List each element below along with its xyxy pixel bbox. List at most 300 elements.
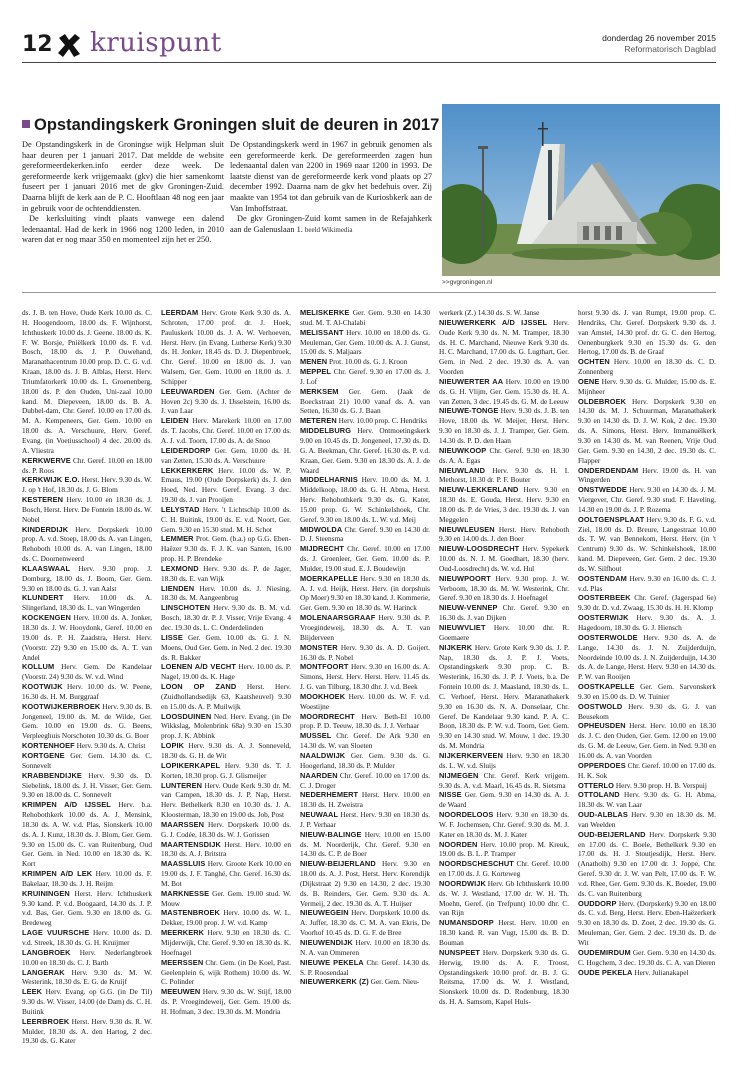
place-name: LEEUWARDEN (161, 386, 215, 396)
listing-entry (161, 761, 291, 781)
listing-column-4 (439, 308, 569, 1007)
service-details: Herst. Herv. 9.30 ds. R. W. Mulder, 18.30 ds. A. den Hartog, 2 dec. 19.30 ds. G. Kater (22, 1016, 153, 1046)
place-name: LEMMER (161, 534, 194, 544)
service-details: Chr. Geref. 10.00 en 17.00 ds. C. J. Droger (300, 770, 430, 790)
place-name: MARKNESSE (161, 888, 210, 898)
place-name: NIEUWENDIJK (300, 938, 353, 947)
place-name: KORTENHOEF (22, 741, 75, 751)
place-name: OENE (578, 376, 600, 386)
issue-date: donderdag 26 november 2015 (602, 33, 716, 43)
place-name: LANGERAK (22, 967, 65, 977)
service-details: Herv. 10.00 en 18.30 ds. C. D. Zonnenberg (578, 357, 716, 377)
place-name: MOOKHOEK (300, 691, 346, 701)
listing-entry (300, 692, 430, 712)
church-photo (442, 104, 720, 276)
place-name: OUD-BEIJERLAND (578, 829, 646, 839)
place-name: LAGE VUURSCHE (22, 928, 90, 938)
photo-source: beeld Wikimedia (304, 225, 353, 234)
service-details: Herv. 9.30 ds. F. G. v.d. Ziel, 18.00 ds. D. Breure, Langestraat 10.00 ds. T. W. van Bennekom, Herst. Herv. (in 't Centrum) 9.30 ds. W. Schinkelshoek, 18.00 kand. M. Diepeveen, Ger. Gem. 2 dec. 19.30 ds. W. Silfhout (578, 514, 716, 573)
place-name: LOPIK (161, 741, 185, 751)
listing-entry (161, 584, 291, 604)
place-name: MELISSANT (300, 327, 344, 337)
listing-entry (578, 308, 716, 357)
place-name: NOORDELOOS (439, 810, 494, 820)
cross-icon (56, 32, 82, 58)
listing-entry (22, 682, 152, 702)
place-name: METEREN (300, 416, 337, 426)
service-details: Herv. 10.00 ds. W. F. v.d. Woestijne (300, 691, 431, 711)
place-name: LOPIKERKAPEL (161, 760, 221, 770)
section-divider (22, 292, 716, 293)
place-name: OCHTEN (578, 357, 610, 367)
place-name: KOOTWIJK (22, 682, 63, 692)
place-name: LINSCHOTEN (161, 603, 211, 613)
listing-entry (22, 613, 152, 662)
listing-entry (161, 662, 291, 682)
place-name: KOCKENGEN (22, 613, 71, 623)
service-details: werkerk (Z.) 14.30 ds. S. W. Janse (439, 308, 540, 317)
service-details: Chr. Geref. 10.00 en 17.00 ds. J. Groenleer, Ger. Gem. 10.00 ds. P. Mulder, 19.00 stud. E. J. Boudewijn (300, 544, 430, 573)
service-details: Herst. Herv. 9.30 ds. W. J. op 't Hof, 18.30 ds. J. G. Blom (22, 475, 152, 495)
service-details: Herst. Herv. 10.00 en 18.30 ds. A. J. Britstra (161, 839, 291, 859)
place-name: OTTERLO (578, 780, 615, 790)
service-details: Ger. Gem. 14.30 ds. C. Sonnevelt (22, 750, 153, 770)
article-column-1 (22, 140, 224, 246)
service-details: Herv. Gb Ichthuskerk 10.00 ds. W. J. Westland, 17.00 dr. W. H. Th. Moehn, Geref. (in Trefpunt) 10.00 dhr. C. van Rijn (439, 878, 569, 918)
listing-entry (439, 466, 569, 486)
listing-entry (22, 751, 152, 771)
service-details: Ger. Gem. 10.00 ds. G. J. N. Moens, Oud Ger. Gem. in Ned. 2 dec. 19.30 ds. R. Bakker (161, 632, 291, 662)
place-name: MIDDELHARNIS (300, 475, 358, 485)
place-name: NIEUWERKERK (Z) (300, 977, 369, 987)
listing-entry (300, 830, 430, 860)
service-details: Herv. 9.30 prop. J. Domburg, 18.00 ds. J. Boom, Ger. Gem. 9.30 en 18.00 ds. G. J. van Aalst (22, 563, 152, 593)
listing-entry (300, 731, 430, 751)
service-details: Herv. 10.00 dhr. R. Goemaere (439, 623, 569, 642)
service-details: Ger. Gem. Nieu- (370, 977, 420, 987)
service-details: Chr. Geref. 9.30 en 18.30 ds. A. A. Egas (439, 445, 570, 465)
service-details: Herv. 10.00 en 18.30 ds. J. Bosch, Herst. Herv. De Fontein 18.00 ds. W. Nobel (22, 495, 152, 524)
service-details: Herv. 9.30 ds. A. Christ (76, 741, 146, 751)
listing-entry (300, 810, 430, 830)
service-details: Herv. Ontmoetingskerk 9.00 en 10.45 ds. D. Jongeneel, 17.30 ds. D. G. A. Beekman, Chr. Geref. 16.30 ds. P. v.d. Kraan, Ger. Gem. 9.30 en 18.30 ds. A. J. de Waard (300, 426, 430, 475)
service-details: Ger. Gem. (Jaak de Boeckstraat 21) 10.00 vanaf ds. A. van Setten, 16.30 ds. G. J. Baan (300, 386, 430, 416)
service-details: Herv. 10.00 ds. F. Bakelaar, 18.30 ds. J. H. Reijm (22, 869, 152, 888)
place-name: KOOTWIJKERBROEK (22, 701, 101, 711)
service-details: Chr. Geref. 9.30 en 16.30 ds. J. van Dijken (439, 603, 569, 623)
headline-text: Opstandingskerk Groningen sluit de deuren in 2017 (34, 116, 440, 134)
place-name: OOSTERBEEK (578, 593, 631, 603)
service-details: Herv. 10.00 en 18.30 ds. N. A. van Ommeren (300, 938, 430, 957)
place-name: MEERSSEN (161, 957, 204, 967)
listing-entry (300, 977, 430, 987)
listing-entry (439, 948, 569, 1007)
service-details: Herv. 9.30 en 18.30 ds. L. W. v.d. Sluijs (439, 750, 570, 770)
place-name: MOLENAARSGRAAF (300, 613, 376, 623)
service-details: Herv. 10.00 en 15.00 ds. M. Noorderijk, Chr. Geref. 9.30 en 14.30 ds. C. P. de Boer (300, 829, 430, 859)
service-details: Prot. Gem. (b.a.) op G.G. Eben-Haëzer 9.30 ds. F. J. K. van Santen, 16.00 prop. H. P. Brendeke (161, 534, 292, 564)
listing-entry (22, 593, 152, 613)
service-details: Herv. 10.00 ds. W. L. Dekker, 19.00 prop. J. W. v.d. Kamp (161, 908, 292, 928)
listing-entry (439, 879, 569, 918)
listing-entry (439, 318, 569, 377)
article-paragraph: De Opstandingskerk in de Groningse wijk Helpman sluit haar deuren per 1 januari 2017. Dat meldde de website gereformeerdekerken.info eerder deze week. De gereformeerde kerk vrijgemaakt (gkv) die hier samenkomt fuseert per 1 januari 2016 met de gkv Groningen-Zuid. Daarna blijft de kerk aan de P. C. Hooftlaan 48 nog een jaar in gebruik voor de ochtenddiensten. (22, 140, 224, 213)
service-details: Ger. Gem. 10.00 ds. H. van Zetten, 15.30 ds. A. Verschuure (161, 445, 291, 465)
place-name: NIEUW-BEIJERLAND (300, 859, 376, 869)
listing-entry (22, 495, 152, 525)
service-details: Ned. Herv. Evang. (in De Wikkslag, Molenbrink 68a) 9.30 en 15.30 prop. J. K. Abbink (161, 711, 291, 741)
place-name: MAARTENSDIJK (161, 839, 221, 849)
service-details: Herv. Dorpskerk 9.30 en 17.00 ds. C. Boele, Bethelkerk 9.30 en 17.00 ds. H. J. Stoutjesdijk, Herst. Herv. (Anatholh) 9.30 en 17.00 dr. J. Joppe, Chr. Geref. 9.30 dr. J. W. van Pelt, 17.00 ds. F. W. v.d. Rhee, Ger. Gem. 9.30 ds. K. Boeder, 19.00 ds. C. van Ruitenburg (578, 829, 716, 898)
service-details: Herv. 9.30 en 16.00 ds. C. J. v.d. Plas (578, 573, 716, 593)
service-details: Herv. 9.30 en 18.30 ds. W. F. Jochemsen, Chr. Geref. 9.30 ds. M. J. Kater en 18.30 ds. M. J. Kater (439, 810, 569, 839)
place-name: NUMANSDORP (439, 918, 494, 928)
listing-entry (161, 534, 291, 564)
place-name: MOORDRECHT (300, 711, 355, 721)
service-details: Herv. 9.30 ds. P. de Jager, 18.30 ds. E. van Wijk (161, 563, 291, 583)
service-details: Ger. Gem. 9.30 en 14.30 ds. A. J. de Waard (439, 790, 569, 810)
place-name: OOSTERWIJK (578, 613, 629, 623)
page-number: 12 (22, 32, 53, 57)
service-details: Herv. 9.30 ds. W. Stijf, 18.00 ds. P. Vroegindeweij, Ger. Gem. 19.00 ds. H. Hofman, 3 dec. 19.30 ds. M. Mondria (161, 987, 291, 1016)
service-details: Herv. Gem. De Kandelaar (Voorstr. 24) 9.30 ds. W. v.d. Wind (22, 662, 153, 682)
service-details: ds. J. B. ten Hove, Oude Kerk 10.00 ds. C. H. Hoogendoorn, 18.00 ds. F. Wijnhorst, Ichthuskerk 10.00 ds. J. Geene. 18.00 ds. K. F. W. Borsje, Pniëlkerk 10.00 ds. F. v.d. Bosch, 18.00 ds. J. P. Ouwehand, Maranathacentrum 10.00 prop. D. C. G. v.d. Kraan, 18.00 ds. J. B. Alblas, Herst. Herv. Triumfatorkerk 10.00 ds. L. Groenenberg, 18.00 ds. P. den Ouden, Uni-zaal 10.00 kand. M. Diepeveen, 18.00 ds. B. A. Dubbel-dam, Chr. Geref. 10.00 en 17.00 ds. M. A. Kempeneers, Ger. Gem. 10.00 en 18.00 ds. A. Verschuure, Herv. Geref. Evang. (in Voetiusschool) 4 dec. 20.00 ds. A. Vliestra (22, 308, 152, 455)
place-name: NIEUW-LEKKERLAND (439, 485, 519, 495)
listing-entry (578, 702, 716, 722)
service-details: Herv. 10.00 ds. A. Slingerland, 18.30 ds. L. van Wingerden (22, 593, 152, 613)
listing-entry (578, 466, 716, 486)
place-name: NEUWAAL (300, 810, 339, 820)
service-details: Herv. Dorpskerk 10.00 ds. A. Juffer, 18.30 ds. C. M. A. van Ekris, De Voorhof 10.45 ds. D. G. F. de Bree (300, 908, 430, 938)
place-name: ONDERDENDAM (578, 465, 639, 475)
listing-entry (578, 574, 716, 594)
place-name: LELYSTAD (161, 504, 200, 514)
listing-entry (439, 525, 569, 545)
listing-entry (300, 790, 430, 810)
service-details: Herst. Herv. Ichthuskerk 9.30 kand. P. v.d. Boogaard, 14.30 ds. J. P. v.d. Bas, Ger. Gem. 9.30 en 18.00 ds. G. Bredeweg (22, 888, 152, 928)
listing-entry (161, 466, 291, 505)
service-details: Herv. 9.30 en 18.30 ds. A. J. v.d. Heijk, Herst. Herv. (in dorpshuis Op Moer) 9.30 en 18.30 kand. J. Kommerie, Ger. Gem. 9.30 en 18.30 ds. W. Harinck (300, 573, 431, 613)
listing-entry (22, 928, 152, 948)
listing-entry (439, 859, 569, 879)
place-name: NIJMEGEN (439, 770, 479, 780)
service-details: Ger. Gem. 19.00 stud. W. Mouw (161, 888, 292, 908)
listing-entry (161, 840, 291, 860)
listing-entry (300, 751, 430, 771)
listing-entry (300, 712, 430, 732)
listing-entry (22, 889, 152, 928)
place-name: LEXMOND (161, 563, 199, 573)
listing-entry (161, 387, 291, 417)
place-name: NIEUWLEUSEN (439, 524, 495, 534)
place-name: MAASSLUIS (161, 859, 206, 869)
listing-entry (300, 426, 430, 475)
listing-entry (22, 1017, 152, 1047)
listing-entry (578, 613, 716, 633)
listing-entry (161, 633, 291, 663)
listing-entry (300, 387, 430, 417)
listing-entry (578, 810, 716, 830)
listing-entry (300, 958, 430, 978)
service-details: Ger. Gem. 9.30 ds. G. Hoogerland, 18.30 ds. P. Mulder (300, 750, 430, 770)
listing-entry (300, 643, 430, 663)
place-name: NIJKERKERVEEN (439, 750, 504, 760)
place-name: LEIDERDORP (161, 445, 211, 455)
listing-entry (22, 948, 152, 968)
place-name: MONTFOORT (300, 662, 349, 672)
place-name: MASTENBROEK (161, 908, 220, 918)
article-column-2 (230, 140, 432, 235)
service-details: Herv. 9.30 ds. M. W. Westerink, 18.30 ds. E. G. de Kruijf (22, 967, 152, 987)
place-name: MIJDRECHT (300, 544, 345, 554)
service-details: Herv. Sypekerk 10.00 ds. N. J. M. Goedhart, 18.30 (herv. Oud-Loosdrecht) ds. W. v.d. Hul (439, 544, 569, 573)
masthead-rule (22, 62, 716, 63)
place-name: MOERKAPELLE (300, 573, 358, 583)
place-name: KESTEREN (22, 495, 64, 505)
listing-entry (439, 446, 569, 466)
listing-entry (578, 790, 716, 810)
place-name: MEERKERK (161, 928, 205, 938)
place-name: LUNTEREN (161, 780, 203, 790)
listing-entry (578, 515, 716, 574)
service-details: Herv. Grote Kerk 9.30 ds. J. P. Nap, 18.30 ds. J. P. J. Voets, Opstandingskerk 9.30 prop. C. B. Westerink, 16.30 ds. J. P. J. Voets, b.a. De Fontein 10.00 ds. J. Maasland, 18.30 ds. L. C. Verhoef, Herst. Herv. Maranathakerk 9.30 en 16.30 ds. N. A. Donselaar, Chr. Geref. De Kandelaar 9.30 kand. P. A. C. Boon, 18.30 ds. P. W. v.d. Toorn, Ger. Gem. 9.30 en 14.30 stud. W. Mouw, 1 dec. 19.30 ds. M. Mondria (439, 642, 569, 751)
place-name: KRIMPEN A/D LEK (22, 869, 93, 879)
place-name: KERKWIJK E.O. (22, 475, 80, 485)
place-name: MONSTER (300, 642, 338, 652)
paper-name: Reformatorisch Dagblad (624, 44, 716, 54)
place-name: LISSE (161, 632, 183, 642)
place-name: NIEUWKOOP (439, 445, 487, 455)
listing-entry (439, 790, 569, 810)
listing-entry (161, 505, 291, 535)
service-details: Herv. 10.00 ds. D. v.d. Streek, 18.30 ds. G. H. Kruijmer (22, 928, 153, 947)
listing-entry (300, 938, 430, 958)
service-details: Herv. 9.30 en 18.30 ds. M. van Weelden (578, 810, 716, 829)
place-name: OOSTKAPELLE (578, 682, 635, 692)
service-details: Herv. 10.00 ds. M. J. Middelkoop, 18.00 ds. G. H. Abma, Herst. Herv. Rehobothkerk 9.30 ds. G. Kater, 15.00 prop. G. W. Schinkelshoek, Chr. Geref. 9.30 en 18.00 ds. L. W. v.d. Meij (300, 475, 430, 524)
place-name: NUNSPEET (439, 947, 481, 957)
listing-column-2 (161, 308, 291, 1017)
service-details: Herst. Herv. 10.00 en 18.30 kand. R. van Vugt, 15.00 ds. B. D. Bouman (439, 918, 569, 947)
listing-entry (300, 574, 430, 613)
article-paragraph: De gkv Groningen-Zuid komt samen in de Refajahkerk aan de Galenuslaan 1. beeld Wikimedia (230, 214, 432, 234)
listing-column-3 (300, 308, 430, 987)
listing-entry (578, 830, 716, 899)
service-details: Herv. Dorpskerk 9.30 en 14.30 ds. M. J. Schuurman, Maranathakerk 9.30 en 14.30 ds. D. J. W. Kok, 2 dec. 19.30 ds. A. Simons, Herst. Herv. Immanuëlkerk 9.30 en 14.30 ds. M. van Reenen, Vrije Oud Ger. Gem. 9.30 en 14.30, 2 dec. 19.30 ds. C. Flapper (578, 396, 716, 465)
listing-entry (578, 485, 716, 515)
listing-entry (161, 958, 291, 988)
listing-entry (161, 741, 291, 761)
listing-entry (161, 308, 291, 387)
place-name: NAALDWIJK (300, 750, 346, 760)
listing-entry (439, 918, 569, 948)
service-details: Herv. Dorpskerk 10.00 prop. A. v.d. Stoep, 18.00 ds. A. van Lingen, Rehoboth 10.00 ds. A. van Lingen, 18.00 ds. C. Doornenweerd (22, 524, 152, 564)
place-name: MUSSEL (300, 731, 332, 741)
place-name: OPPERDOES (578, 760, 626, 770)
listing-entry (578, 761, 716, 781)
listing-entry (300, 859, 430, 908)
place-name: LOENEN A/D VECHT (161, 662, 236, 672)
place-name: OTTOLAND (578, 790, 620, 800)
article-paragraph: De Opstandingskerk werd in 1967 in gebruik genomen als een gereformeerde kerk. De gereformeerden zagen hun ledenaantal dalen van 2200 in 1969 naar 1200 in 1993. De laatste dienst van de gereformeerde kerk vond plaats op 27 december 1992. Daarna nam de gkv het bedehuis over. Zij maakte van 1954 tot dan gebruik van de Kuriosbkerk aan de Van Imhoffstraat. (230, 140, 432, 213)
place-name: MEEUWEN (161, 987, 201, 997)
service-details: Ger. Gem. (Achter de Hoven 2c) 9.30 ds. J. IJsselstein, 16.00 ds. J. van Laar (161, 386, 292, 416)
listing-entry (300, 908, 430, 938)
place-name: LEIDEN (161, 416, 189, 426)
listing-entry (300, 662, 430, 692)
listing-entry (161, 908, 291, 928)
service-details: Herv. 9.30 ds. J. B. ten Hove, 18.00 ds. W. Meijer, Herst. Herv. 9.30 en 18.30 ds. J. J. Tramper, Ger. Gem. 14.30 ds. P. D. den Haan (439, 406, 569, 445)
place-name: OOSTENDAM (578, 573, 627, 583)
place-name: LEEK (22, 987, 43, 997)
place-name: KINDERDIJK (22, 524, 69, 534)
place-name: NIEUWE PEKELA (300, 957, 364, 967)
listing-entry (161, 781, 291, 820)
service-details: Herst. Herv. Rehoboth 9.30 en 14.00 ds. J. den Boer (439, 524, 570, 544)
service-details: Herv. Dorpskerk 10.00 ds. G. J. Codée, 18.30 ds. W. J. Gorissen (161, 819, 291, 839)
service-details: Ger. Gem. Sarvonskerk 9.30 en 15.00 ds. D. W. Tuinier (578, 682, 717, 701)
service-details: Herv. 9.30 ds. A. D. Goijert. 16.30 ds. P. Nobel (300, 642, 431, 662)
listing-entry (161, 446, 291, 466)
service-details: Herv. 19.00 ds. H. van Wingerden (578, 465, 717, 485)
place-name: NIEUWPOORT (439, 573, 491, 583)
service-details: Herst. Herv. (Zuidhollandsedijk 63, Kaatsheuvel) 9.30 en 15.00 ds. A. P. Muilwijk (161, 682, 291, 711)
place-name: MEPPEL (300, 367, 331, 377)
service-details: Herst. Herv. 9.30 en 18.30 ds. J. P. Verhaar (300, 810, 431, 829)
service-details: Chr. Geref. Kerk vrijgem. 9.30 ds. A. v.d. Maarl, 16.45 ds. R. Sietsma (439, 770, 569, 790)
listing-entry (161, 859, 291, 889)
listing-entry (161, 987, 291, 1017)
masthead (22, 30, 716, 62)
listing-entry (439, 377, 569, 407)
service-details: Herv. 9.30 prop. H. B. Verspuij (615, 780, 707, 790)
place-name: KRABBENDIJKE (22, 770, 82, 780)
service-details: Herv. Julianakapel (634, 967, 689, 977)
place-name: NIEUW-LOOSDRECHT (439, 544, 520, 554)
place-name: OUD-ALBLAS (578, 810, 628, 820)
place-name: MIDWOLDA (300, 524, 343, 534)
service-details: Herv. Grote Kerk 9.30 ds. A. Schroten, 17.00 prof. dr. J. Hoek, Pauluskerk 10.00 ds. J. A. W. Verhoeven, Herst. Herv. (in Evang. Lutherse Kerk) 9.30 ds. H. Jonker, 18.45 ds. D. J. Diepenbroek, Chr. Geref. 10.00 en 18.00 ds. J. van Walsem, Ger. Gem. 10.00 en 18.00 ds. J. Schipper (161, 308, 291, 386)
service-details: Herv. 9.30 en 18.30 ds. C. Mijderwijk, Chr. Geref. 9.30 en 18.30 ds. K. Hoefnagel (161, 928, 291, 957)
listing-entry (439, 406, 569, 445)
service-details: horst 9.30 ds. J. van Rumpt, 19.00 prop. C. Hendriks, Chr. Geref. Dorpskerk 9.30 ds. J. van Amstel, 14.30 prof. dr. G. C. den Hertog, Oenenburgkerk 9.30 en 15.30 ds. G. den Hertog, 17.00 ds. B. de Graaf (578, 308, 716, 357)
listing-entry (300, 613, 430, 643)
service-details: Herv. 10.00 en 19.00 ds. G. H. Vlijm, Ger. Gem. 15.30 ds. H. A. van Zetten, 3 dec. 19.45 ds. G. M. de Leeuw (439, 376, 569, 406)
place-name: OUDEMIRDUM (578, 947, 631, 957)
listing-entry (578, 593, 716, 613)
listing-entry (22, 869, 152, 889)
place-name: MELISKERKE (300, 308, 350, 317)
listing-entry (439, 485, 569, 524)
service-details: Herv. 10.00 ds. A. Jonker, 18.30 ds. J. W. Hooydonk, Geref. 10.00 en 19.00 ds. P. H. Zaadstra, Herst. Herv. (Voorstr. 22) 9.30 en 15.00 ds. A. T. van Andel (22, 613, 153, 662)
listing-column-1 (22, 308, 152, 1046)
service-details: Herv. Oude Kerk 9.30 dr. M. van Campen, 18.30 ds. J. P. Nap, Herst. Herv. Bethelkerk 8.30 en 10.30 ds. J. A. Kloosterman, 18.30 en 19.00 ds. Job, Post (161, 780, 291, 820)
service-details: Herv. 9.30 ds. G. J. van Beusekom (578, 701, 717, 721)
place-name: NIEUWLAND (439, 465, 486, 475)
place-name: KLUNDERT (22, 593, 64, 603)
listing-entry (161, 682, 291, 712)
place-name: NOORDWIJK (439, 878, 486, 888)
listing-entry (22, 525, 152, 564)
service-details: Herv. 9.30 en 18.00 ds. A. J. Post, Herst. Herv. Korendijk (Dijkstraat 2) 9.30 en 14.30, 2 dec. 19.30 ds. B. Reinders, Ger. Gem. 9.30 ds. A. Vermeij, 2 dec. 19.30 ds. A. T. Huijser (300, 859, 431, 908)
dateline (602, 33, 716, 55)
service-details: Herv. 9.30 ds. G. H. Abma, 18.30 ds. W. van Laar (578, 790, 716, 810)
service-details: Chr. Geref. 14.30 ds. S. P. Roosendaal (300, 957, 430, 977)
listing-entry (439, 544, 569, 574)
listing-entry (578, 968, 716, 978)
listing-entry (578, 633, 716, 682)
service-details: Herv. Evang. op G.G. (in De Til) 9.30 ds. W. Visser, 14.00 (de Dam) ds. C. H. Buitink (22, 987, 152, 1016)
place-name: NAARDEN (300, 770, 338, 780)
service-details: Prot. 10.00 ds. G. J. Kroon (329, 357, 408, 367)
service-details: Herv. 10.00 en 18.00 ds. G. Meuleman, Ger. Gem. 10.00 ds. A. J. Gunst, 15.00 ds. S. Maljaars (300, 327, 431, 357)
listing-entry (578, 781, 716, 791)
place-name: NIEUWERTER AA (439, 376, 504, 386)
photo-credit: >>gvgroningen.nl (442, 279, 493, 286)
service-details: Herv. Dorpskerk 9.30 ds. G. Herwig, 19.00 ds. A. F. Troost, Opstandingskerk 10.00 prof. dr. B. J. G. Reitsma, 17.00 ds. W. J. Westland, Sionskerk 10.00 ds. D. Rodenburg, 18.30 ds. H. A. Samsom, Kapel Huls- (439, 947, 569, 1007)
place-name: KRIMPEN A/D IJSSEL (22, 800, 111, 810)
listing-entry (22, 308, 152, 456)
listing-entry (22, 741, 152, 751)
place-name: KRUININGEN (22, 888, 70, 898)
listing-entry (161, 889, 291, 909)
place-name: MENEN (300, 357, 328, 367)
service-details: Chr. Geref. 10.00 en 17.00 ds. J. G. Korteweg (439, 859, 569, 879)
place-name: OUDDORP (578, 898, 617, 908)
service-details: Chr. Geref. 10.00 en 17.00 ds. H. K. Sok (578, 760, 716, 780)
service-details: Herv. 9.30 ds. A. de Lange, 14.30 ds. J. N. Zuijderduijn, Noordeinde 10.00 ds. J. N. Zuijderduijn, 14.30 ds. A. de Lange, Herst. Herv. 9.30 en 14.30 ds. P. W. van Rooijen (578, 632, 716, 682)
place-name: KORTGENE (22, 750, 65, 760)
service-details: Herv. Oude Kerk 9.30 ds. N. M. Tramper, 18.30 ds. H. C. Marchand, Nieuwe Kerk 9.30 ds. H. C. Marchand, 17.00 ds. G. Lugthart, Ger. Gem. in Ned. 2 dec. 19.30 ds. A. van Voorden (439, 317, 569, 377)
place-name: LEERBROEK (22, 1016, 70, 1026)
listing-entry (161, 928, 291, 958)
listing-entry (300, 475, 430, 524)
service-details: Herv. 9.30 prop. J. W. Verboom, 18.30 ds. M. W. Westerink, Chr. Geref. 9.30 en 18.30 ds. J. Hoefnagel (439, 573, 570, 603)
place-name: LOON OP ZAND (161, 682, 237, 692)
listing-entry (300, 544, 430, 574)
listing-entry (578, 377, 716, 397)
listing-entry (300, 367, 430, 387)
listing-entry (300, 525, 430, 545)
service-details: Chr. Geref. De Ark 9.30 en 14.30 ds. W. van Sloeten (300, 731, 430, 751)
listing-entry (161, 603, 291, 633)
listing-entry (161, 564, 291, 584)
listing-entry (22, 456, 152, 476)
place-name: NEDERHEMERT (300, 790, 359, 800)
place-name: KLAASWAAL (22, 563, 71, 573)
service-details: Herv. 9.30 ds. B. M. v.d. Bosch, 18.30 dr. P. J. Visser, Vrije Evang. 4 dec. 19.30 ds. L. C. Onderdelinden (161, 603, 291, 632)
place-name: NIJKERK (439, 642, 473, 652)
listing-entry (300, 771, 430, 791)
place-name: OOSTWOLD (578, 701, 623, 711)
listing-entry (161, 712, 291, 742)
service-details: Ger. Gem. 9.30 en 14.30 stud. M. T. Al-Chalabi (300, 308, 430, 327)
service-details: Herv. 10.00 prop. M. Kreuk, 19.00 ds. B. L. P. Tramper (439, 839, 569, 859)
listing-entry (22, 564, 152, 594)
place-name: OOSTERWOLDE (578, 632, 638, 642)
place-name: LEKKERKERK (161, 465, 214, 475)
headline-square-icon (22, 120, 30, 128)
listing-entry (161, 820, 291, 840)
service-details: Herv. 10.00 ds. P. Nagel, 19.00 ds. K. Hage (161, 662, 291, 682)
place-name: KERKWERVE (22, 455, 71, 465)
listing-entry (22, 662, 152, 682)
listing-entry (439, 810, 569, 840)
place-name: NIEUW-VENNEP (439, 603, 498, 613)
listing-entry (22, 475, 152, 495)
listing-entry (439, 308, 569, 318)
listing-entry (22, 968, 152, 988)
